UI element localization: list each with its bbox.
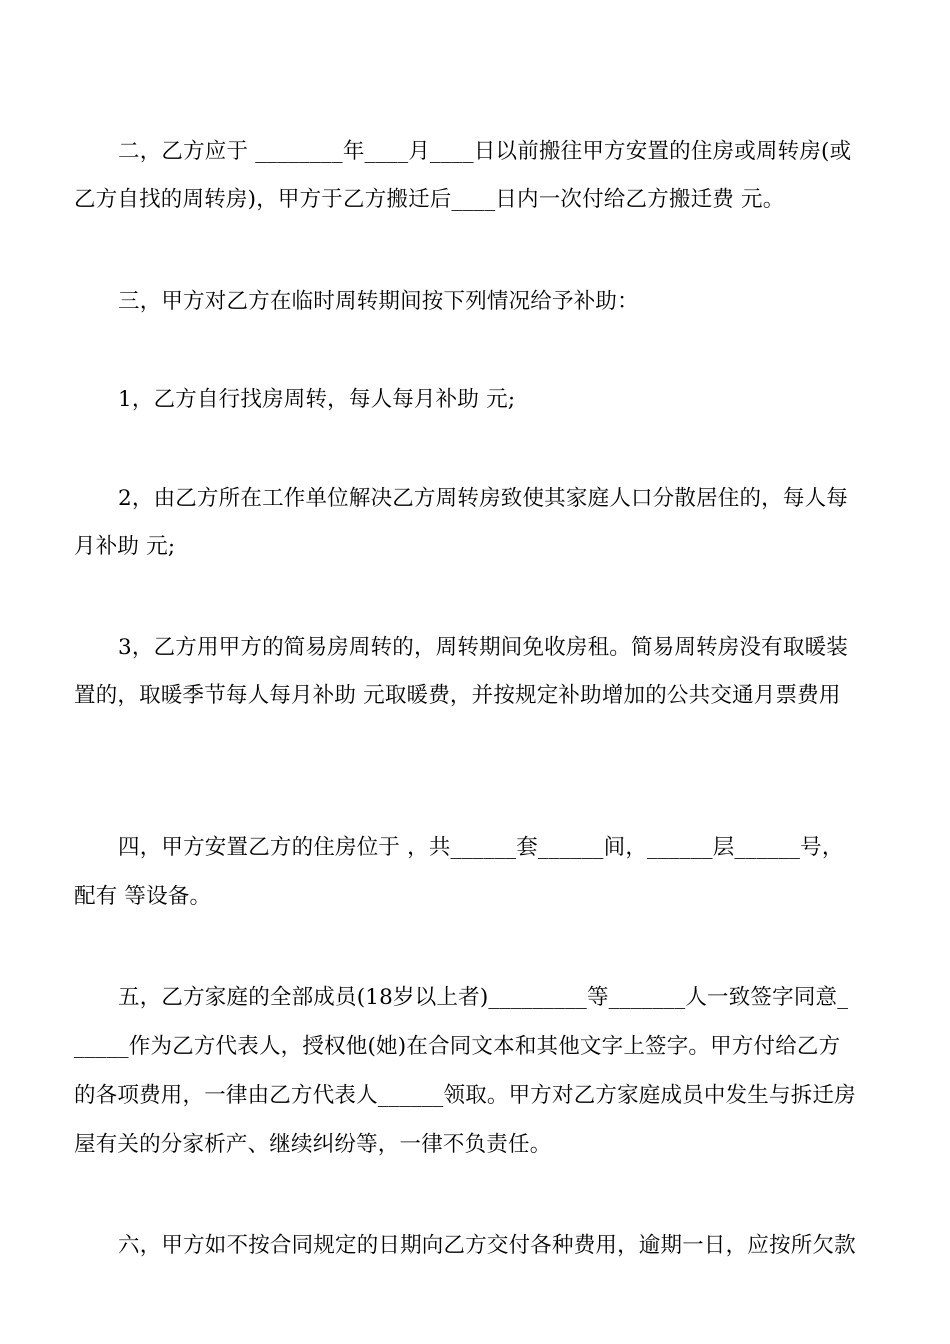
clause-3-item-3-line-2: 置的，取暖季节每人每月补助 元取暖费，并按规定补助增加的公共交通月票费用 <box>74 683 841 708</box>
clause-6-line-1: 六，甲方如不按合同规定的日期向乙方交付各种费用，逾期一日，应按所欠款 <box>118 1233 856 1258</box>
clause-3-item-2-line-1: 2，由乙方所在工作单位解决乙方周转房致使其家庭人口分散居住的，每人每 <box>118 486 848 511</box>
clause-3-line-1: 三，甲方对乙方在临时周转期间按下列情况给予补助： <box>118 289 639 314</box>
clause-2-line-1: 二，乙方应于 ________年____月____日以前搬往甲方安置的住房或周转房(或 <box>118 139 852 164</box>
clause-3-item-2-line-2: 月补助 元; <box>74 534 176 559</box>
clause-5-line-2: _____作为乙方代表人，授权他(她)在合同文本和其他文字上签字。甲方付给乙方 <box>74 1034 841 1059</box>
clause-4-line-1: 四，甲方安置乙方的住房位于 ，共______套______间，______层______号， <box>118 835 844 860</box>
clause-5-line-1: 五，乙方家庭的全部成员(18岁以上者)_________等_______人一致签字同意_ <box>118 985 849 1010</box>
clause-3-item-3-line-1: 3，乙方用甲方的简易房周转的，周转期间免收房租。简易周转房没有取暖装 <box>118 635 848 660</box>
clause-5-line-3: 的各项费用，一律由乙方代表人______领取。甲方对乙方家庭成员中发生与拆迁房 <box>74 1083 856 1108</box>
clause-2-line-2: 乙方自找的周转房)，甲方于乙方搬迁后____日内一次付给乙方搬迁费 元。 <box>74 187 785 212</box>
clause-5-line-4: 屋有关的分家析产、继续纠纷等，一律不负责任。 <box>74 1132 552 1157</box>
clause-3-item-1: 1，乙方自行找房周转，每人每月补助 元; <box>118 387 516 412</box>
clause-4-line-2: 配有 等设备。 <box>74 884 212 909</box>
